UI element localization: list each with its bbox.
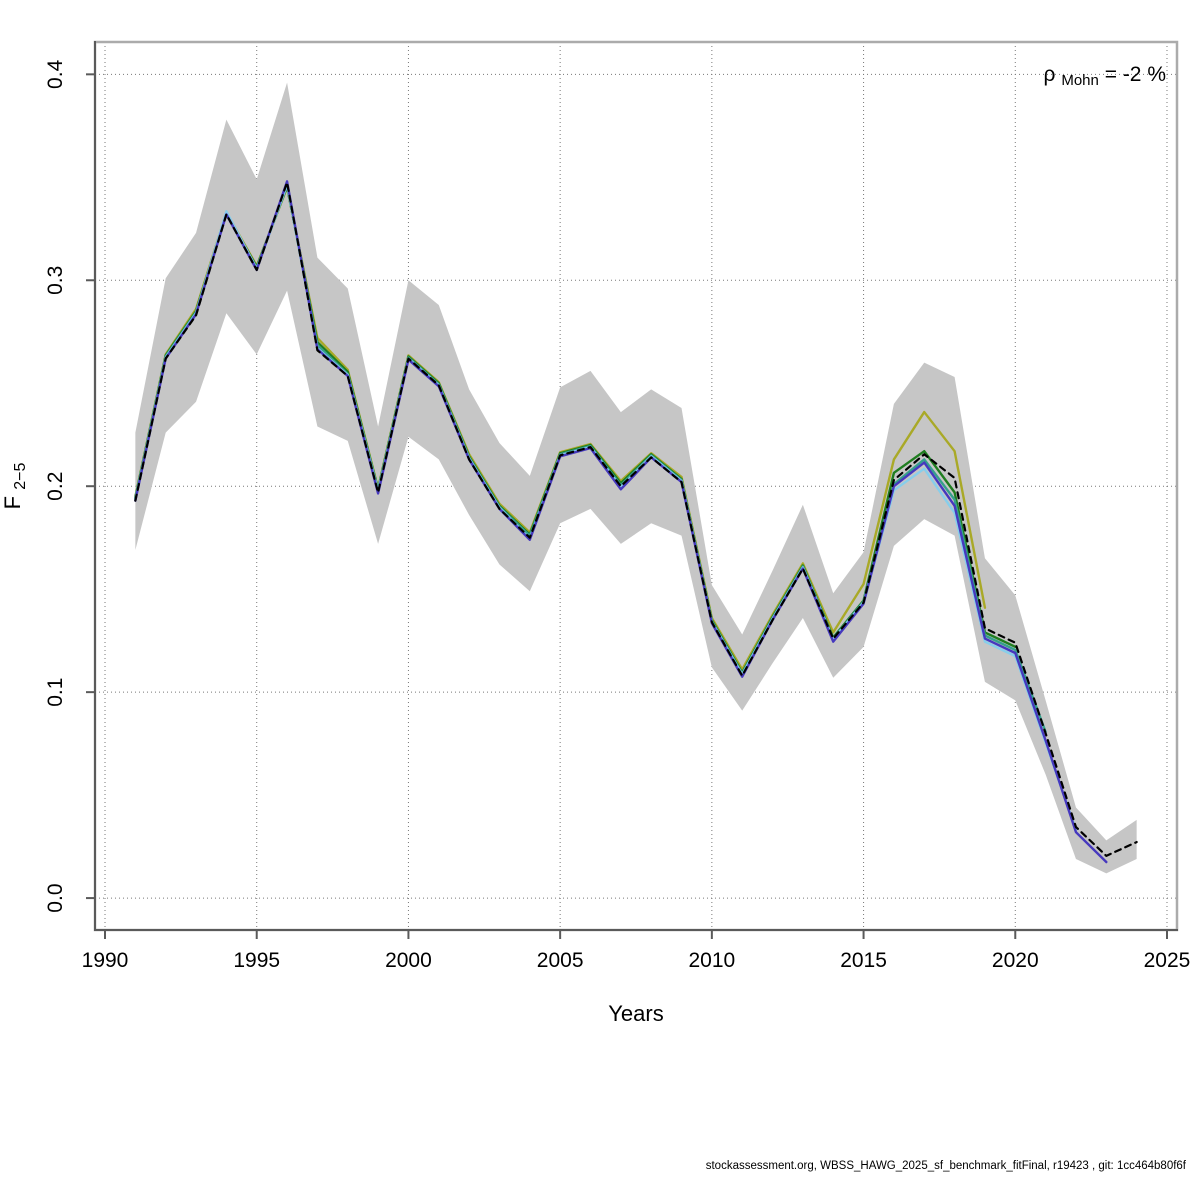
x-tick-label: 1995	[233, 949, 281, 972]
x-axis-title: Years	[608, 1001, 664, 1026]
x-tick-label: 2025	[1143, 949, 1191, 972]
y-axis-title-main: F	[0, 495, 25, 510]
y-tick-label: 0.3	[44, 265, 67, 295]
rho-symbol: ρ	[1043, 63, 1056, 86]
rho-value: = -2 %	[1104, 63, 1166, 86]
x-tick-label: 2005	[536, 949, 584, 972]
y-tick-label: 0.1	[44, 677, 67, 707]
x-tick-label: 1990	[81, 949, 129, 972]
confidence-band	[135, 83, 1136, 874]
y-tick-label: 0.2	[44, 471, 67, 501]
x-tick-label: 2010	[688, 949, 736, 972]
footer-attribution: stockassessment.org, WBSS_HAWG_2025_sf_benchmark_fitFinal, r19423 , git: 1cc464b80f6f	[705, 1160, 1186, 1172]
y-tick-label: 0.0	[44, 883, 67, 913]
confidence-band-polygon	[135, 83, 1136, 874]
rho-subscript: Mohn	[1061, 72, 1099, 89]
y-axis-title	[0, 463, 29, 510]
mohn-rho-annotation	[1044, 63, 1166, 90]
x-tick-label: 2000	[385, 949, 432, 972]
x-tick-label: 2015	[840, 949, 887, 972]
x-tick-label: 2020	[991, 949, 1039, 972]
y-tick-label: 0.4	[44, 59, 67, 89]
y-axis-title-subscript: 2−5	[12, 462, 29, 490]
